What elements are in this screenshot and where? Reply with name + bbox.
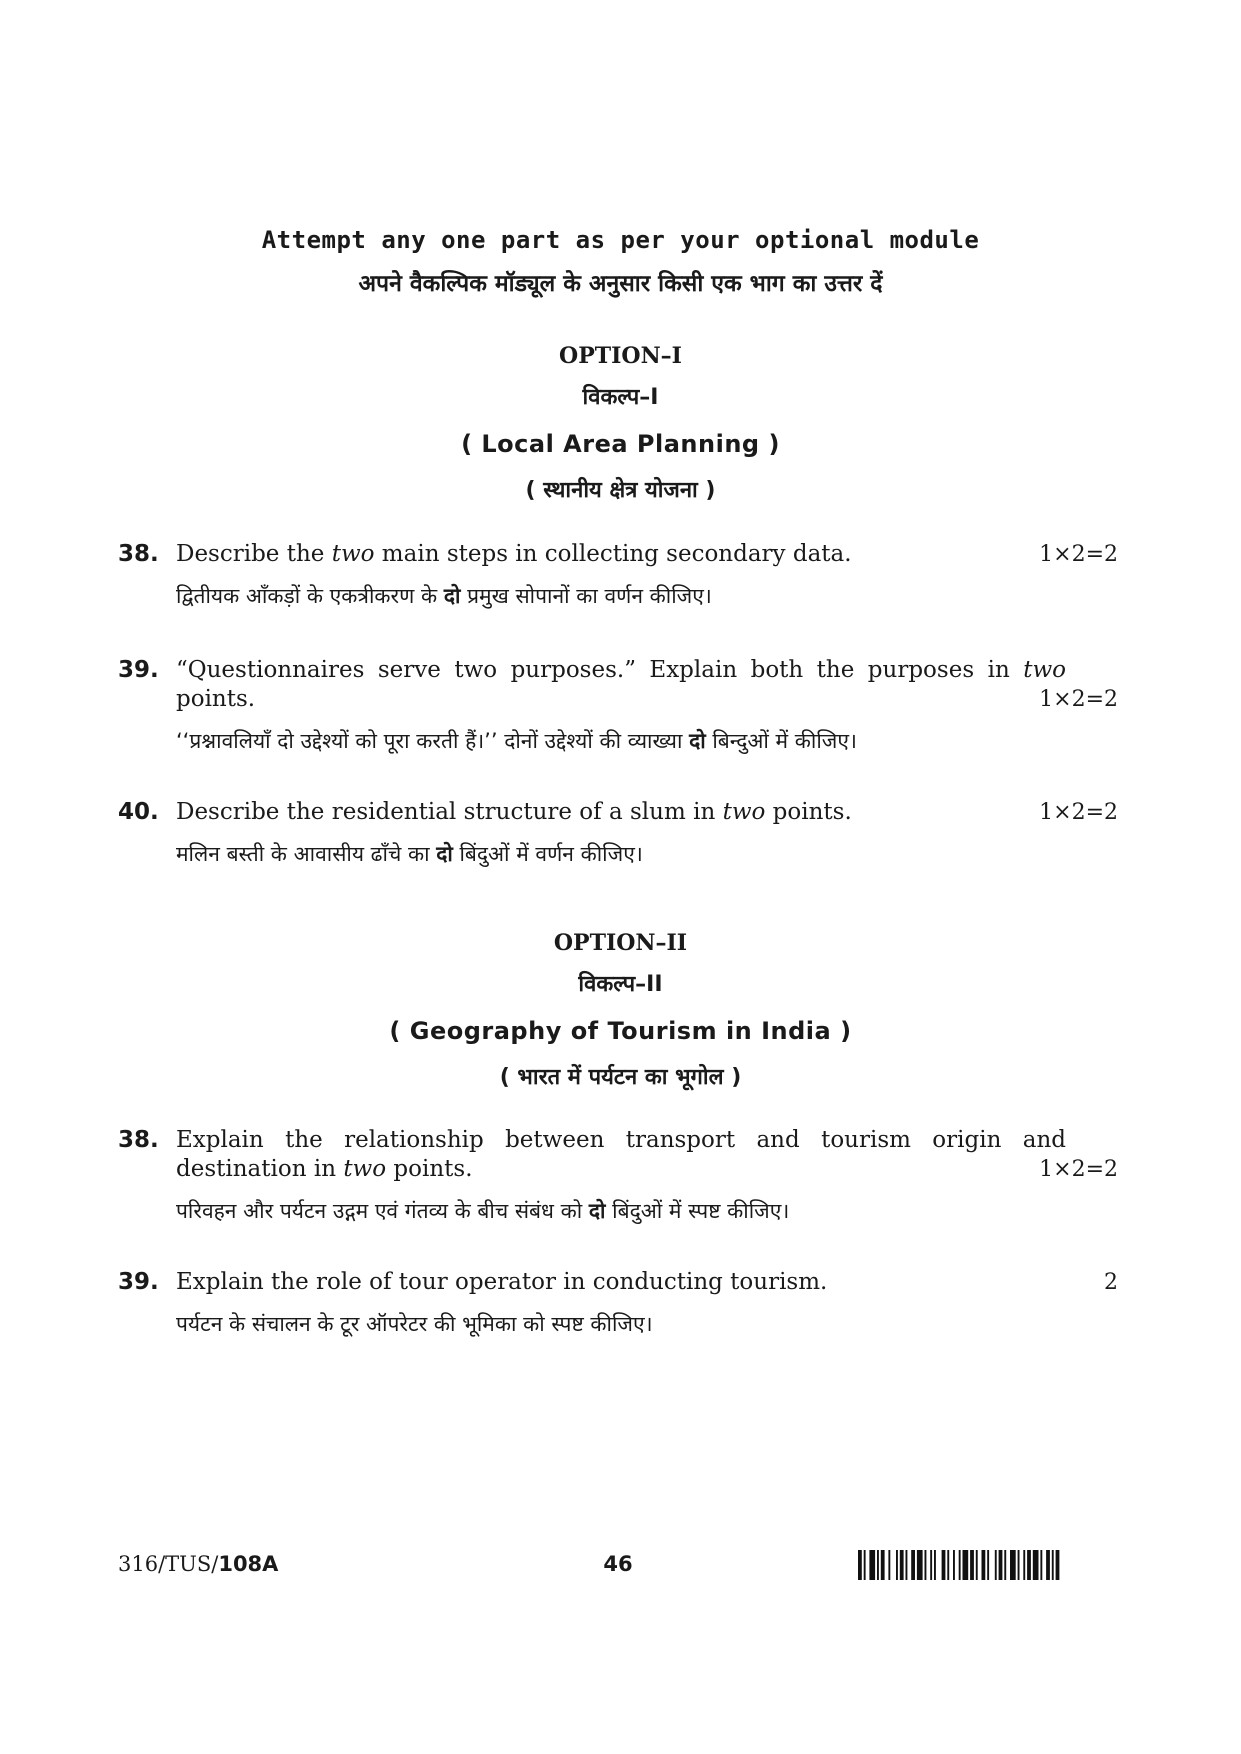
barcode-bar — [877, 1550, 879, 1580]
question-text-en: Explain the relationship between transport and tourism origin and destination in two points. — [176, 1127, 1066, 1182]
question-text-hi: पर्यटन के संचालन के टूर ऑपरेटर की भूमिका को स्पष्ट कीजिए। — [176, 1312, 653, 1336]
question-text-en: Explain the role of tour operator in conducting tourism. — [176, 1269, 828, 1295]
question-number: 40. — [118, 799, 159, 825]
question-number: 39. — [118, 1269, 159, 1295]
barcode-bar — [1033, 1550, 1039, 1580]
barcode-bar — [959, 1550, 961, 1580]
barcode-bar — [970, 1550, 974, 1580]
barcode-bar — [917, 1550, 923, 1580]
barcode-bar — [995, 1550, 997, 1580]
barcode-bar — [881, 1550, 885, 1580]
barcode-bar — [953, 1550, 955, 1580]
barcode-bar — [1056, 1550, 1060, 1580]
question-text-hi: मलिन बस्ती के आवासीय ढाँचे का दो बिंदुओं में वर्णन कीजिए। — [176, 842, 643, 866]
question-text-en: “Questionnaires serve two purposes.” Explain both the purposes in two points. — [176, 657, 1066, 712]
question-38-opt2 — [118, 1126, 1118, 1226]
barcode-bar — [864, 1550, 866, 1580]
instruction-hi: अपने वैकल्पिक मॉड्यूल के अनुसार किसी एक भाग का उत्तर दें — [358, 271, 883, 297]
barcode-bar — [942, 1550, 946, 1580]
question-number: 38. — [118, 1127, 159, 1153]
option1-title: OPTION–I — [559, 343, 682, 369]
question-39-opt2 — [118, 1268, 1118, 1339]
question-text-hi: ‘‘प्रश्नावलियाँ दो उद्देश्यों को पूरा करती हैं।’’ दोनों उद्देश्यों की व्याख्या दो बिन्दुओं में कीजिए। — [176, 729, 857, 753]
barcode-bar — [906, 1550, 908, 1580]
barcode-bar — [911, 1550, 915, 1580]
option2-subject: ( Geography of Tourism in India ) — [389, 1017, 852, 1045]
barcode-bar — [888, 1550, 890, 1580]
question-text-hi: परिवहन और पर्यटन उद्गम एवं गंतव्य के बीच संबंध को दो बिंदुओं में स्पष्ट कीजिए। — [176, 1199, 790, 1223]
question-text-hi: द्वितीयक आँकड़ों के एकत्रीकरण के दो प्रमुख सोपानों का वर्णन कीजिए। — [176, 584, 712, 608]
option2-title: OPTION–II — [553, 930, 688, 956]
instruction-en: Attempt any one part as per your optional module — [261, 226, 980, 254]
barcode-bar — [934, 1550, 936, 1580]
barcode-bar — [1023, 1550, 1025, 1580]
barcode-bar — [1018, 1550, 1020, 1580]
question-number: 38. — [118, 541, 159, 567]
marks: 1×2=2 — [1039, 1157, 1118, 1182]
marks: 1×2=2 — [1039, 800, 1118, 825]
option2-title-hi: विकल्प–II — [578, 972, 663, 997]
barcode-bar — [900, 1550, 904, 1580]
page-number: 46 — [603, 1552, 633, 1576]
barcode — [858, 1550, 1118, 1580]
barcode-bar — [930, 1550, 932, 1580]
barcode-bar — [982, 1550, 986, 1580]
barcode-bar — [947, 1550, 949, 1580]
question-40-opt1 — [118, 798, 1118, 869]
option1-title-hi: विकल्प–I — [582, 385, 659, 410]
barcode-bar — [1040, 1550, 1042, 1580]
marks: 1×2=2 — [1039, 542, 1118, 567]
barcode-bar — [1004, 1550, 1006, 1580]
question-38-opt1 — [118, 540, 1118, 611]
barcode-bar — [976, 1550, 978, 1580]
barcode-bar — [896, 1550, 898, 1580]
option1-subject-hi: ( स्थानीय क्षेत्र योजना ) — [525, 478, 716, 503]
barcode-bar — [963, 1550, 969, 1580]
barcode-bar — [858, 1550, 862, 1580]
marks: 1×2=2 — [1039, 687, 1118, 712]
marks: 2 — [1104, 1270, 1118, 1295]
page-footer — [118, 1552, 1118, 1592]
barcode-bar — [999, 1550, 1003, 1580]
barcode-bar — [1010, 1550, 1016, 1580]
question-39-opt1 — [118, 656, 1118, 756]
option2-subject-hi: ( भारत में पर्यटन का भूगोल ) — [499, 1065, 742, 1090]
paper-code: 316/TUS/108A — [118, 1552, 279, 1576]
option1-subject: ( Local Area Planning ) — [461, 430, 780, 458]
barcode-bar — [987, 1550, 989, 1580]
barcode-bar — [1027, 1550, 1031, 1580]
barcode-bar — [1046, 1550, 1050, 1580]
question-text-en: Describe the two main steps in collecting secondary data. — [176, 541, 852, 567]
question-text-en: Describe the residential structure of a slum in two points. — [176, 799, 852, 825]
barcode-bar — [1052, 1550, 1054, 1580]
barcode-bar — [925, 1550, 927, 1580]
barcode-bar — [869, 1550, 875, 1580]
question-number: 39. — [118, 657, 159, 683]
